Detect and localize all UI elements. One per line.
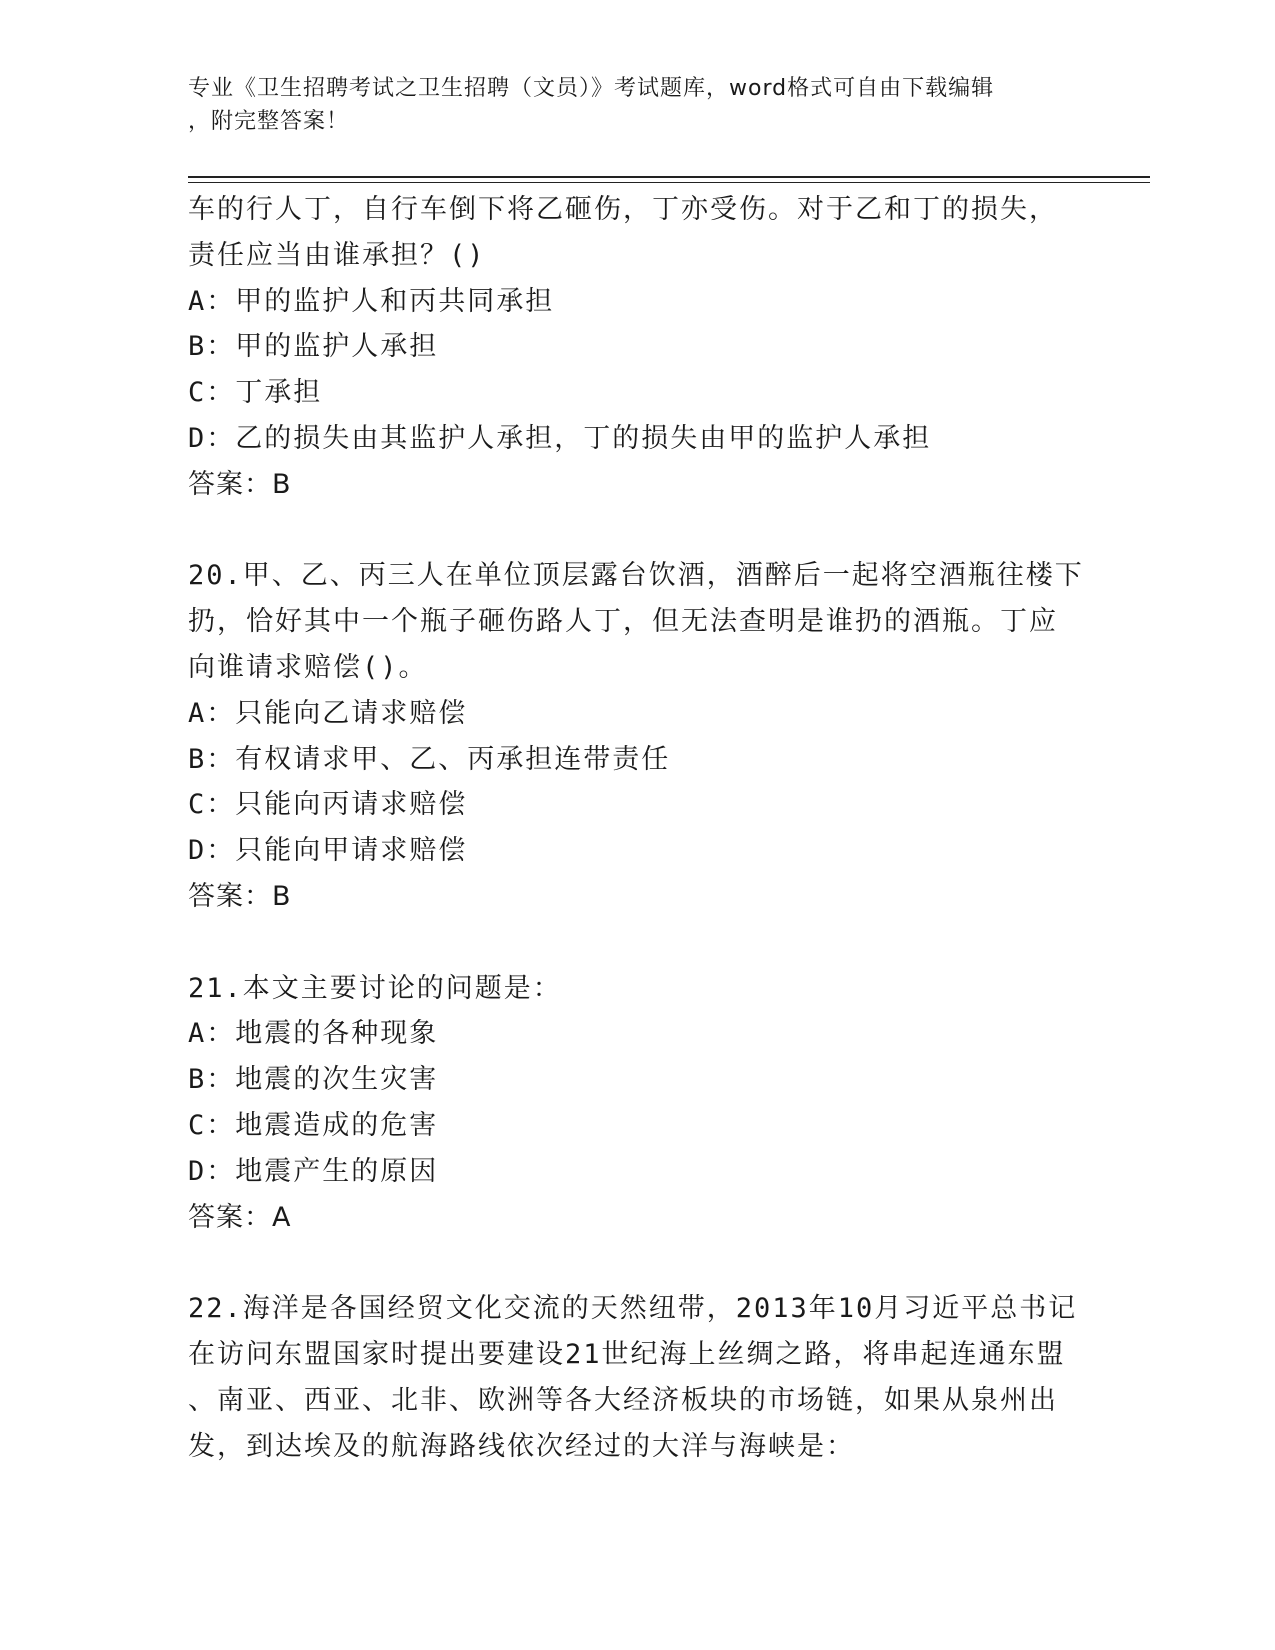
option-b: B：甲的监护人承担 <box>188 331 439 363</box>
header-divider-thick <box>188 176 1150 178</box>
question-22 <box>188 1286 1098 1469</box>
option-a: A：只能向乙请求赔偿 <box>188 697 468 729</box>
answer: 答案：B <box>188 880 292 912</box>
question-text: 车的行人丁，自行车倒下将乙砸伤，丁亦受伤。对于乙和丁的损失， <box>188 194 1058 225</box>
option-d: D：乙的损失由其监护人承担，丁的损失由甲的监护人承担 <box>188 422 932 454</box>
question-text: 20.甲、乙、丙三人在单位顶层露台饮酒，酒醉后一起将空酒瓶往楼下 <box>188 560 1084 592</box>
question-text: 发，到达埃及的航海路线依次经过的大洋与海峡是： <box>188 1430 855 1462</box>
option-d: D：只能向甲请求赔偿 <box>188 835 468 867</box>
document-header <box>188 72 1088 138</box>
option-c: C：地震造成的危害 <box>188 1109 439 1141</box>
question-20 <box>188 553 1098 919</box>
option-a: A：地震的各种现象 <box>188 1018 439 1050</box>
document-body <box>188 187 1098 1469</box>
question-text: 扔，恰好其中一个瓶子砸伤路人丁，但无法查明是谁扔的酒瓶。丁应 <box>188 606 1058 638</box>
option-d: D：地震产生的原因 <box>188 1155 439 1187</box>
option-a: A：甲的监护人和丙共同承担 <box>188 285 555 317</box>
option-c: C：丁承担 <box>188 377 323 409</box>
header-divider-thin <box>188 182 1150 183</box>
question-19 <box>188 187 1098 508</box>
question-text: 、南亚、西亚、北非、欧洲等各大经济板块的市场链，如果从泉州出 <box>188 1384 1058 1416</box>
answer: 答案：A <box>188 1201 292 1233</box>
question-text: 在访问东盟国家时提出要建设21世纪海上丝绸之路，将串起连通东盟 <box>188 1338 1066 1370</box>
question-text: 21.本文主要讨论的问题是： <box>188 972 562 1004</box>
header-line-1: 专业《卫生招聘考试之卫生招聘（文员）》考试题库，word格式可自由下载编辑 <box>188 76 995 101</box>
header-line-2: ，附完整答案！ <box>188 109 350 134</box>
answer: 答案：B <box>188 468 292 500</box>
question-text: 向谁请求赔偿()。 <box>188 651 428 683</box>
question-21 <box>188 966 1098 1241</box>
option-b: B：有权请求甲、乙、丙承担连带责任 <box>188 743 671 775</box>
question-text: 责任应当由谁承担？() <box>188 239 486 271</box>
question-text: 22.海洋是各国经贸文化交流的天然纽带，2013年10月习近平总书记 <box>188 1293 1078 1325</box>
option-b: B：地震的次生灾害 <box>188 1064 439 1096</box>
option-c: C：只能向丙请求赔偿 <box>188 789 468 821</box>
